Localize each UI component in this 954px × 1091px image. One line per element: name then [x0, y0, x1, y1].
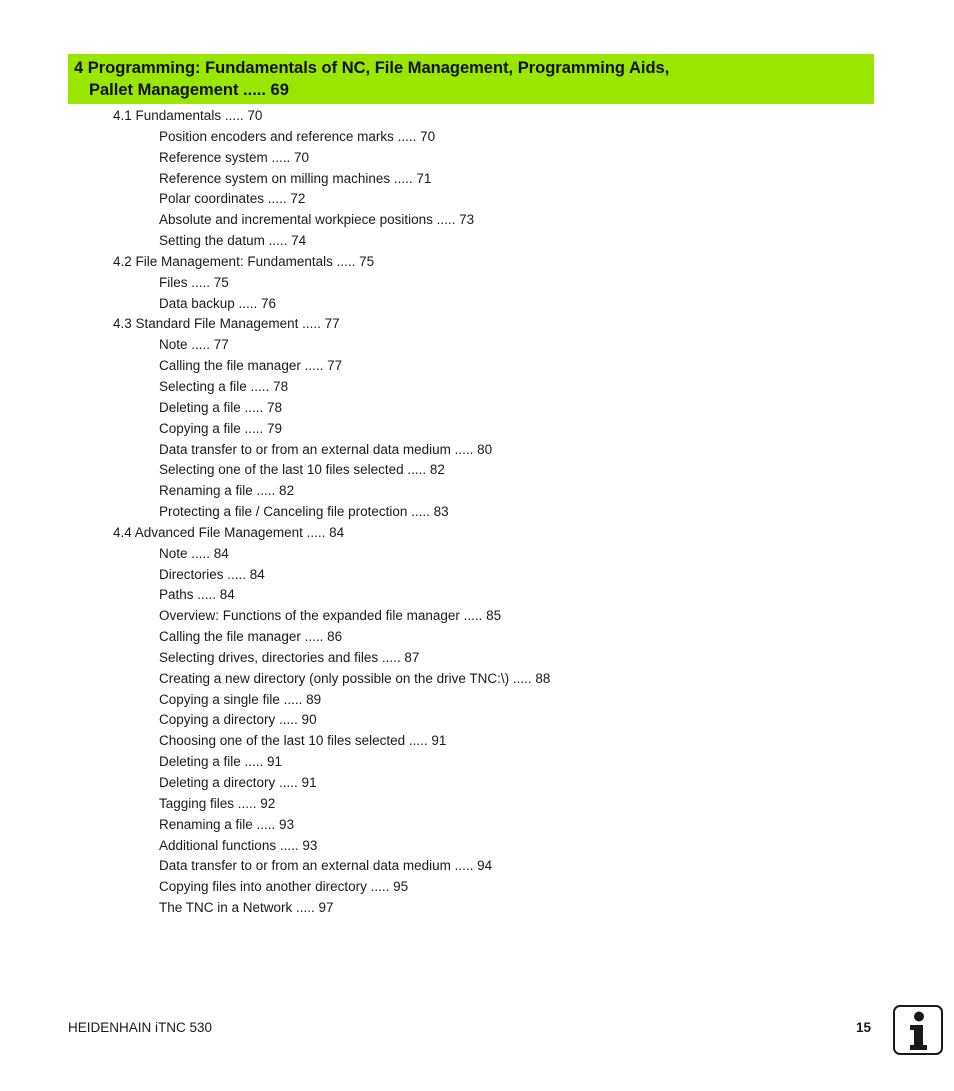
toc-subsection-entry[interactable]: Calling the file manager ..... 86 — [159, 629, 343, 645]
toc-subsection-entry[interactable]: Deleting a file ..... 78 — [159, 399, 283, 415]
toc-subsection-entry[interactable]: Note ..... 84 — [159, 545, 229, 561]
toc-subsection-entry[interactable]: Calling the file manager ..... 77 — [159, 358, 343, 374]
toc-subsection-entry[interactable]: Protecting a file / Canceling file protection ..... 83 — [159, 504, 449, 520]
toc-subsection-entry[interactable]: Reference system on milling machines ..... 71 — [159, 170, 432, 186]
toc-section-entry[interactable]: 4.1 Fundamentals ..... 70 — [113, 108, 263, 123]
footer-product-title: HEIDENHAIN iTNC 530 — [68, 1020, 213, 1035]
toc-subsection-entry[interactable]: Data backup ..... 76 — [159, 295, 277, 311]
toc-subsection-entry[interactable]: Note ..... 77 — [159, 337, 229, 353]
info-icon — [893, 1005, 943, 1055]
toc-subsection-entry[interactable]: Tagging files ..... 92 — [159, 795, 276, 811]
toc-subsection-entry[interactable]: Absolute and incremental workpiece positions ..... 73 — [159, 212, 475, 228]
toc-subsection-entry[interactable]: Deleting a file ..... 91 — [159, 754, 283, 770]
toc-section-entry[interactable]: 4.4 Advanced File Management ..... 84 — [113, 524, 345, 540]
chapter-title-line1: 4 Programming: Fundamentals of NC, File Management, Programming Aids, — [74, 59, 670, 77]
toc-subsection-entry[interactable]: Directories ..... 84 — [159, 566, 265, 582]
chapter-title-line2: Pallet Management ..... 69 — [89, 81, 289, 99]
toc-subsection-entry[interactable]: Copying a directory ..... 90 — [159, 712, 317, 728]
toc-subsection-entry[interactable]: Data transfer to or from an external data medium ..... 80 — [159, 441, 493, 457]
toc-subsection-entry[interactable]: The TNC in a Network ..... 97 — [159, 900, 334, 916]
toc-subsection-entry[interactable]: Position encoders and reference marks ..... 70 — [159, 128, 436, 144]
toc-subsection-entry[interactable]: Selecting one of the last 10 files selected ..... 82 — [159, 462, 445, 478]
page-number: 15 — [856, 1020, 872, 1035]
toc-subsection-entry[interactable]: Setting the datum ..... 74 — [159, 233, 307, 249]
toc-section-entry[interactable]: 4.2 File Management: Fundamentals ..... 75 — [113, 253, 375, 269]
toc-subsection-entry[interactable]: Polar coordinates ..... 72 — [159, 191, 306, 207]
toc-subsection-entry[interactable]: Data transfer to or from an external data medium ..... 94 — [159, 858, 493, 874]
toc-subsection-entry[interactable]: Selecting a file ..... 78 — [159, 378, 289, 394]
toc-subsection-entry[interactable]: Additional functions ..... 93 — [159, 837, 318, 853]
toc-subsection-entry[interactable]: Reference system ..... 70 — [159, 149, 310, 165]
chapter-heading — [68, 54, 874, 104]
toc-subsection-entry[interactable]: Files ..... 75 — [159, 274, 229, 290]
toc-subsection-entry[interactable]: Copying a file ..... 79 — [159, 420, 283, 436]
toc-subsection-entry[interactable]: Choosing one of the last 10 files selected ..... 91 — [159, 733, 447, 749]
toc-subsection-entry[interactable]: Copying a single file ..... 89 — [159, 691, 322, 707]
toc-subsection-entry[interactable]: Creating a new directory (only possible on the drive TNC:\) ..... 88 — [159, 670, 551, 686]
toc-subsection-entry[interactable]: Copying files into another directory ..... 95 — [159, 879, 409, 895]
toc-subsection-entry[interactable]: Paths ..... 84 — [159, 587, 235, 603]
toc-subsection-entry[interactable]: Selecting drives, directories and files ..... 87 — [159, 649, 420, 665]
table-of-contents — [0, 106, 550, 919]
toc-subsection-entry[interactable]: Overview: Functions of the expanded file manager ..... 85 — [159, 608, 502, 624]
toc-subsection-entry[interactable]: Deleting a directory ..... 91 — [159, 775, 317, 790]
toc-section-entry[interactable]: 4.3 Standard File Management ..... 77 — [113, 316, 340, 332]
toc-subsection-entry[interactable]: Renaming a file ..... 82 — [159, 483, 295, 499]
toc-subsection-entry[interactable]: Renaming a file ..... 93 — [159, 816, 295, 832]
